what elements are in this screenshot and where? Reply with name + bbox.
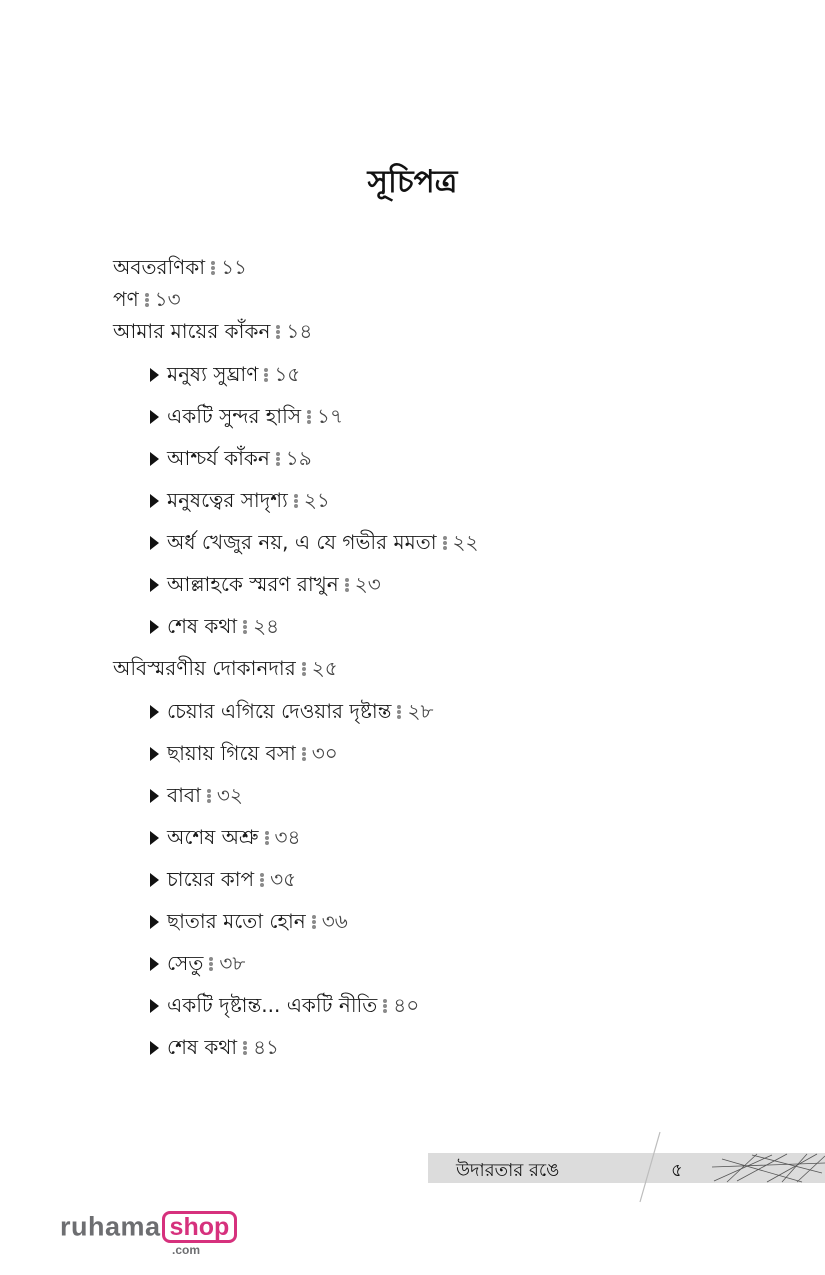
toc-subentry <box>150 909 348 933</box>
toc-entry <box>113 255 247 279</box>
toc-page-number: ২৩ <box>354 572 381 596</box>
dotted-separator-icon <box>302 661 306 677</box>
toc-page-number: ২৮ <box>407 699 434 723</box>
toc-page-number: ১৩ <box>154 287 181 311</box>
toc-page-number: ৩৪ <box>274 825 301 849</box>
footer-book-title: উদারতার রঙে <box>456 1160 560 1181</box>
toc-page-number: ৩৫ <box>270 867 297 891</box>
toc-entry-label: চেয়ার এগিয়ে দেওয়ার দৃষ্টান্ত <box>167 699 392 723</box>
toc-page-number: ৩৮ <box>219 951 246 975</box>
toc-subentry <box>150 530 479 554</box>
dotted-separator-icon <box>211 260 215 276</box>
toc-page-number: ২১ <box>303 488 330 512</box>
toc-subentry <box>150 993 419 1017</box>
toc-entry-label: শেষ কথা <box>167 1035 238 1059</box>
dotted-separator-icon <box>276 451 280 467</box>
toc-entry-label: মনুষত্বের সাদৃশ্য <box>167 488 288 512</box>
toc-entry-label: ছাতার মতো হোন <box>167 909 306 933</box>
toc-subentry <box>150 1035 279 1059</box>
triangle-bullet-icon <box>150 915 159 929</box>
toc-entry-label: একটি সুন্দর হাসি <box>167 404 302 428</box>
toc-entry-label: আল্লাহকে স্মরণ রাখুন <box>167 572 339 596</box>
toc-subentry <box>150 699 433 723</box>
toc-subentry <box>150 572 381 596</box>
toc-entry-label: অশেষ অশ্রু <box>167 825 259 849</box>
dotted-separator-icon <box>383 998 387 1014</box>
triangle-bullet-icon <box>150 957 159 971</box>
dotted-separator-icon <box>209 956 213 972</box>
dotted-separator-icon <box>265 830 269 846</box>
toc-page-number: ১১ <box>221 255 248 279</box>
toc-page-number: ৪০ <box>393 993 420 1017</box>
toc-entry-label: শেষ কথা <box>167 614 238 638</box>
toc-entry-label: সেতু <box>167 951 204 975</box>
dotted-separator-icon <box>302 746 306 762</box>
toc-entry-label: আশ্চর্য কাঁকন <box>167 446 270 470</box>
dotted-separator-icon <box>443 535 447 551</box>
toc-subentry <box>150 783 243 807</box>
triangle-bullet-icon <box>150 494 159 508</box>
dotted-separator-icon <box>145 292 149 308</box>
toc-subentry <box>150 446 312 470</box>
toc-subentry <box>150 362 300 386</box>
dotted-separator-icon <box>207 788 211 804</box>
dotted-separator-icon <box>243 619 247 635</box>
dotted-separator-icon <box>294 493 298 509</box>
toc-page-number: ২৪ <box>253 614 280 638</box>
toc-entry-label: ছায়ায় গিয়ে বসা <box>167 741 296 765</box>
toc-page-number: ২৫ <box>311 656 338 680</box>
triangle-bullet-icon <box>150 747 159 761</box>
toc-entry-label: আমার মায়ের কাঁকন <box>113 319 271 343</box>
toc-entry <box>113 319 312 343</box>
triangle-bullet-icon <box>150 1041 159 1055</box>
toc-page-number: ৩২ <box>216 783 243 807</box>
triangle-bullet-icon <box>150 999 159 1013</box>
triangle-bullet-icon <box>150 452 159 466</box>
triangle-bullet-icon <box>150 578 159 592</box>
dotted-separator-icon <box>264 367 268 383</box>
footer-hatch-decoration <box>712 1153 825 1183</box>
triangle-bullet-icon <box>150 789 159 803</box>
toc-subentry <box>150 867 296 891</box>
toc-entry-label: অর্ধ খেজুর নয়, এ যে গভীর মমতা <box>167 530 437 554</box>
dotted-separator-icon <box>276 324 280 340</box>
triangle-bullet-icon <box>150 873 159 887</box>
toc-entry-label: অবিস্মরণীয় দোকানদার <box>113 656 296 680</box>
toc-page-number: ১৪ <box>286 319 313 343</box>
dotted-separator-icon <box>312 914 316 930</box>
dotted-separator-icon <box>243 1040 247 1056</box>
toc-entry-label: একটি দৃষ্টান্ত... একটি নীতি <box>167 993 378 1017</box>
toc-subentry <box>150 404 343 428</box>
triangle-bullet-icon <box>150 410 159 424</box>
toc-entry-label: অবতরণিকা <box>113 255 206 279</box>
toc-entry <box>113 656 338 680</box>
triangle-bullet-icon <box>150 536 159 550</box>
triangle-bullet-icon <box>150 831 159 845</box>
triangle-bullet-icon <box>150 368 159 382</box>
toc-entry <box>113 287 181 311</box>
footer-slash-decoration <box>600 1130 670 1205</box>
dotted-separator-icon <box>345 577 349 593</box>
toc-subentry <box>150 825 301 849</box>
toc-page-number: ৩০ <box>311 741 338 765</box>
toc-page-number: ২২ <box>452 530 479 554</box>
page-title: সূচিপত্র <box>367 164 458 200</box>
dotted-separator-icon <box>307 409 311 425</box>
toc-subentry <box>150 488 330 512</box>
toc-page-number: ১৭ <box>317 404 344 428</box>
triangle-bullet-icon <box>150 705 159 719</box>
watermark-logo: ruhama shop .com <box>60 1211 237 1243</box>
dotted-separator-icon <box>397 704 401 720</box>
triangle-bullet-icon <box>150 620 159 634</box>
toc-entry-label: চায়ের কাপ <box>167 867 255 891</box>
toc-entry-label: বাবা <box>167 783 201 807</box>
dotted-separator-icon <box>260 872 264 888</box>
toc-page-number: ১৯ <box>285 446 312 470</box>
toc-entry-label: মনুষ্য সুঘ্রাণ <box>167 362 259 386</box>
toc-page-number: ১৫ <box>274 362 301 386</box>
toc-subentry <box>150 741 338 765</box>
footer-page-number: ৫ <box>671 1160 683 1181</box>
toc-page-number: ৩৬ <box>321 909 348 933</box>
toc-subentry <box>150 614 279 638</box>
toc-page-number: ৪১ <box>253 1035 280 1059</box>
toc-subentry <box>150 951 245 975</box>
toc-entry-label: পণ <box>113 287 139 311</box>
